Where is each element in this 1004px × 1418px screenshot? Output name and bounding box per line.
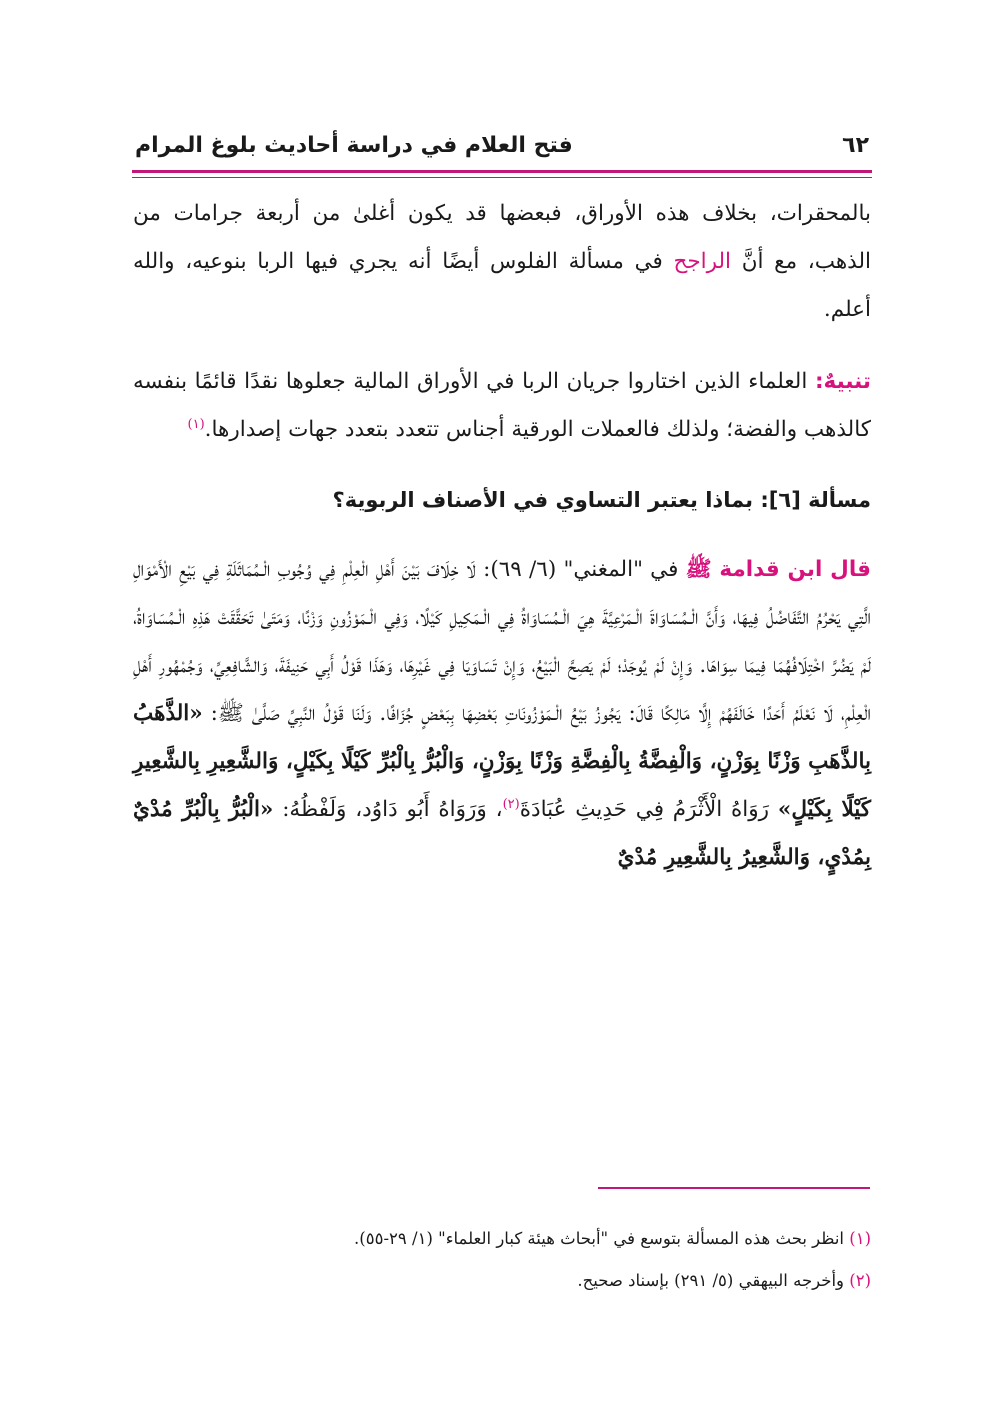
question-text: بماذا يعتبر التساوي في الأصناف الربوية؟: [332, 488, 761, 512]
highlight-rajih: الراجح: [673, 249, 732, 274]
hadith-text-1: «الذَّهَبُ بِالذَّهَبِ وَزْنًا بِوَزْنٍ، وَالْفِضَّةُ بِالْفِضَّةِ وَزْنًا بِوَزْنٍ، وَالْبُرُّ بِالْبُرِّ كَيْلًا بِكَيْلٍ، وَالشَّعِيرِ بِالشَّعِيرِ كَيْلًا بِكَيْلٍ»: [133, 701, 871, 822]
question-label: مسألة [٦]:: [760, 488, 871, 512]
main-text: [133, 190, 871, 882]
paragraph-quote: قال ابن قدامة ﷺ في "المغني" (٦/ ٦٩): لَا خِلَافَ بَيْنَ أَهْلِ الْعِلْمِ فِي وُجُوبِ الْـمُمَاثَلَةِ فِي بَيْعِ الْأَمْوَالِ الَّتِي يَحْرُمُ التَّفَاضُلُ فِيهَا، وَأَنَّ الْـمُسَاوَاةَ الْـمَرْعِيَّةَ هِيَ الْـمُسَاوَاةُ فِي الْـمَكِيلِ كَيْلًا، وَفِي الْـمَوْزُونِ وَزْنًا، وَمَتَىٰ تَحَقَّقَتْ هَذِهِ الْـمُسَاوَاةُ، لَمْ يَضُرَّ اخْتِلَافُهُمَا فِيمَا سِوَاهَا. وَإِنْ لَمْ يُوجَدْ؛ لَمْ يَصِحَّ الْبَيْعُ، وَإِنْ تَسَاوَيَا فِي غَيْرِهَا، وَهَذَا قَوْلُ أَبِي حَنِيفَةَ، وَالشَّافِعِيِّ، وَجُمْهُورِ أَهْلِ الْعِلْمِ، لَا نَعْلَمُ أَحَدًا خَالَفَهُمْ إِلَّا مَالِكًا قَالَ: يَجُوزُ بَيْعُ الْـمَوْزُونَاتِ بَعْضِهَا بِبَعْضٍ جُزَافًا. وَلَنَا قَوْلُ النَّبِيِّ صَلَّىٰ ﷺ: «الذَّهَبُ بِالذَّهَبِ وَزْنًا بِوَزْنٍ، وَالْفِضَّةُ بِالْفِضَّةِ وَزْنًا بِوَزْنٍ، وَالْبُرُّ بِالْبُرِّ كَيْلًا بِكَيْلٍ، وَالشَّعِيرِ بِالشَّعِيرِ كَيْلًا بِكَيْلٍ» رَوَاهُ الْأَثْرَمُ فِي حَدِيثِ عُبَادَةَ$^{(٢)}$، وَرَوَاهُ أَبُو دَاوُد، وَلَفْظُهُ: «الْبُرُّ بِالْبُرِّ مُدْيٌ بِمُدْيٍ، وَالشَّعِيرُ بِالشَّعِيرِ مُدْيٌ: [133, 557, 871, 870]
question-heading: [133, 476, 871, 524]
footnote-rule: [598, 1187, 870, 1189]
footnote-1: (١) انظر بحث هذه المسألة بتوسع في "أبحاث هيئة كبار العلماء" (١/ ٢٩-٥٥).: [354, 1229, 871, 1248]
page-number: ٦٢: [842, 132, 869, 158]
note-label: تنبيهٌ:: [814, 369, 871, 394]
header-rule: [132, 170, 872, 173]
book-title: فتح العلام في دراسة أحاديث بلوغ المرام: [135, 132, 573, 158]
running-header: [135, 128, 869, 162]
footnote-ref-2[interactable]: (٢): [502, 796, 520, 812]
footnote-2: (٢) وأخرجه البيهقي (٥/ ٢٩١) بإسناد صحيح.: [577, 1271, 871, 1290]
paragraph-note: تنبيهٌ: العلماء الذين اختاروا جريان الربا في الأوراق المالية جعلوها نقدًا قائمًا بنفسه كالذهب والفضة؛ ولذلك فالعملات الورقية أجناس تتعدد بتعدد جهات إصدارها.$^{(١)}$: [133, 369, 871, 442]
quote-speaker: قال ابن قدامة ﷺ: [685, 557, 871, 582]
header-rule-thin: [132, 177, 872, 178]
hadith-text-2: «الْبُرُّ بِالْبُرِّ مُدْيٌ بِمُدْيٍ، وَالشَّعِيرُ بِالشَّعِيرِ مُدْيٌ: [133, 797, 871, 870]
footnotes: [133, 1218, 871, 1302]
footnote-ref-1[interactable]: (١): [187, 416, 205, 432]
paragraph-currency: بالمحقرات، بخلاف هذه الأوراق، فبعضها قد يكون أغلىٰ من أربعة جرامات من الذهب، مع أنَّ الراجح في مسألة الفلوس أيضًا أنه يجري فيها الربا بنوعيه، والله أعلم.: [133, 201, 871, 322]
